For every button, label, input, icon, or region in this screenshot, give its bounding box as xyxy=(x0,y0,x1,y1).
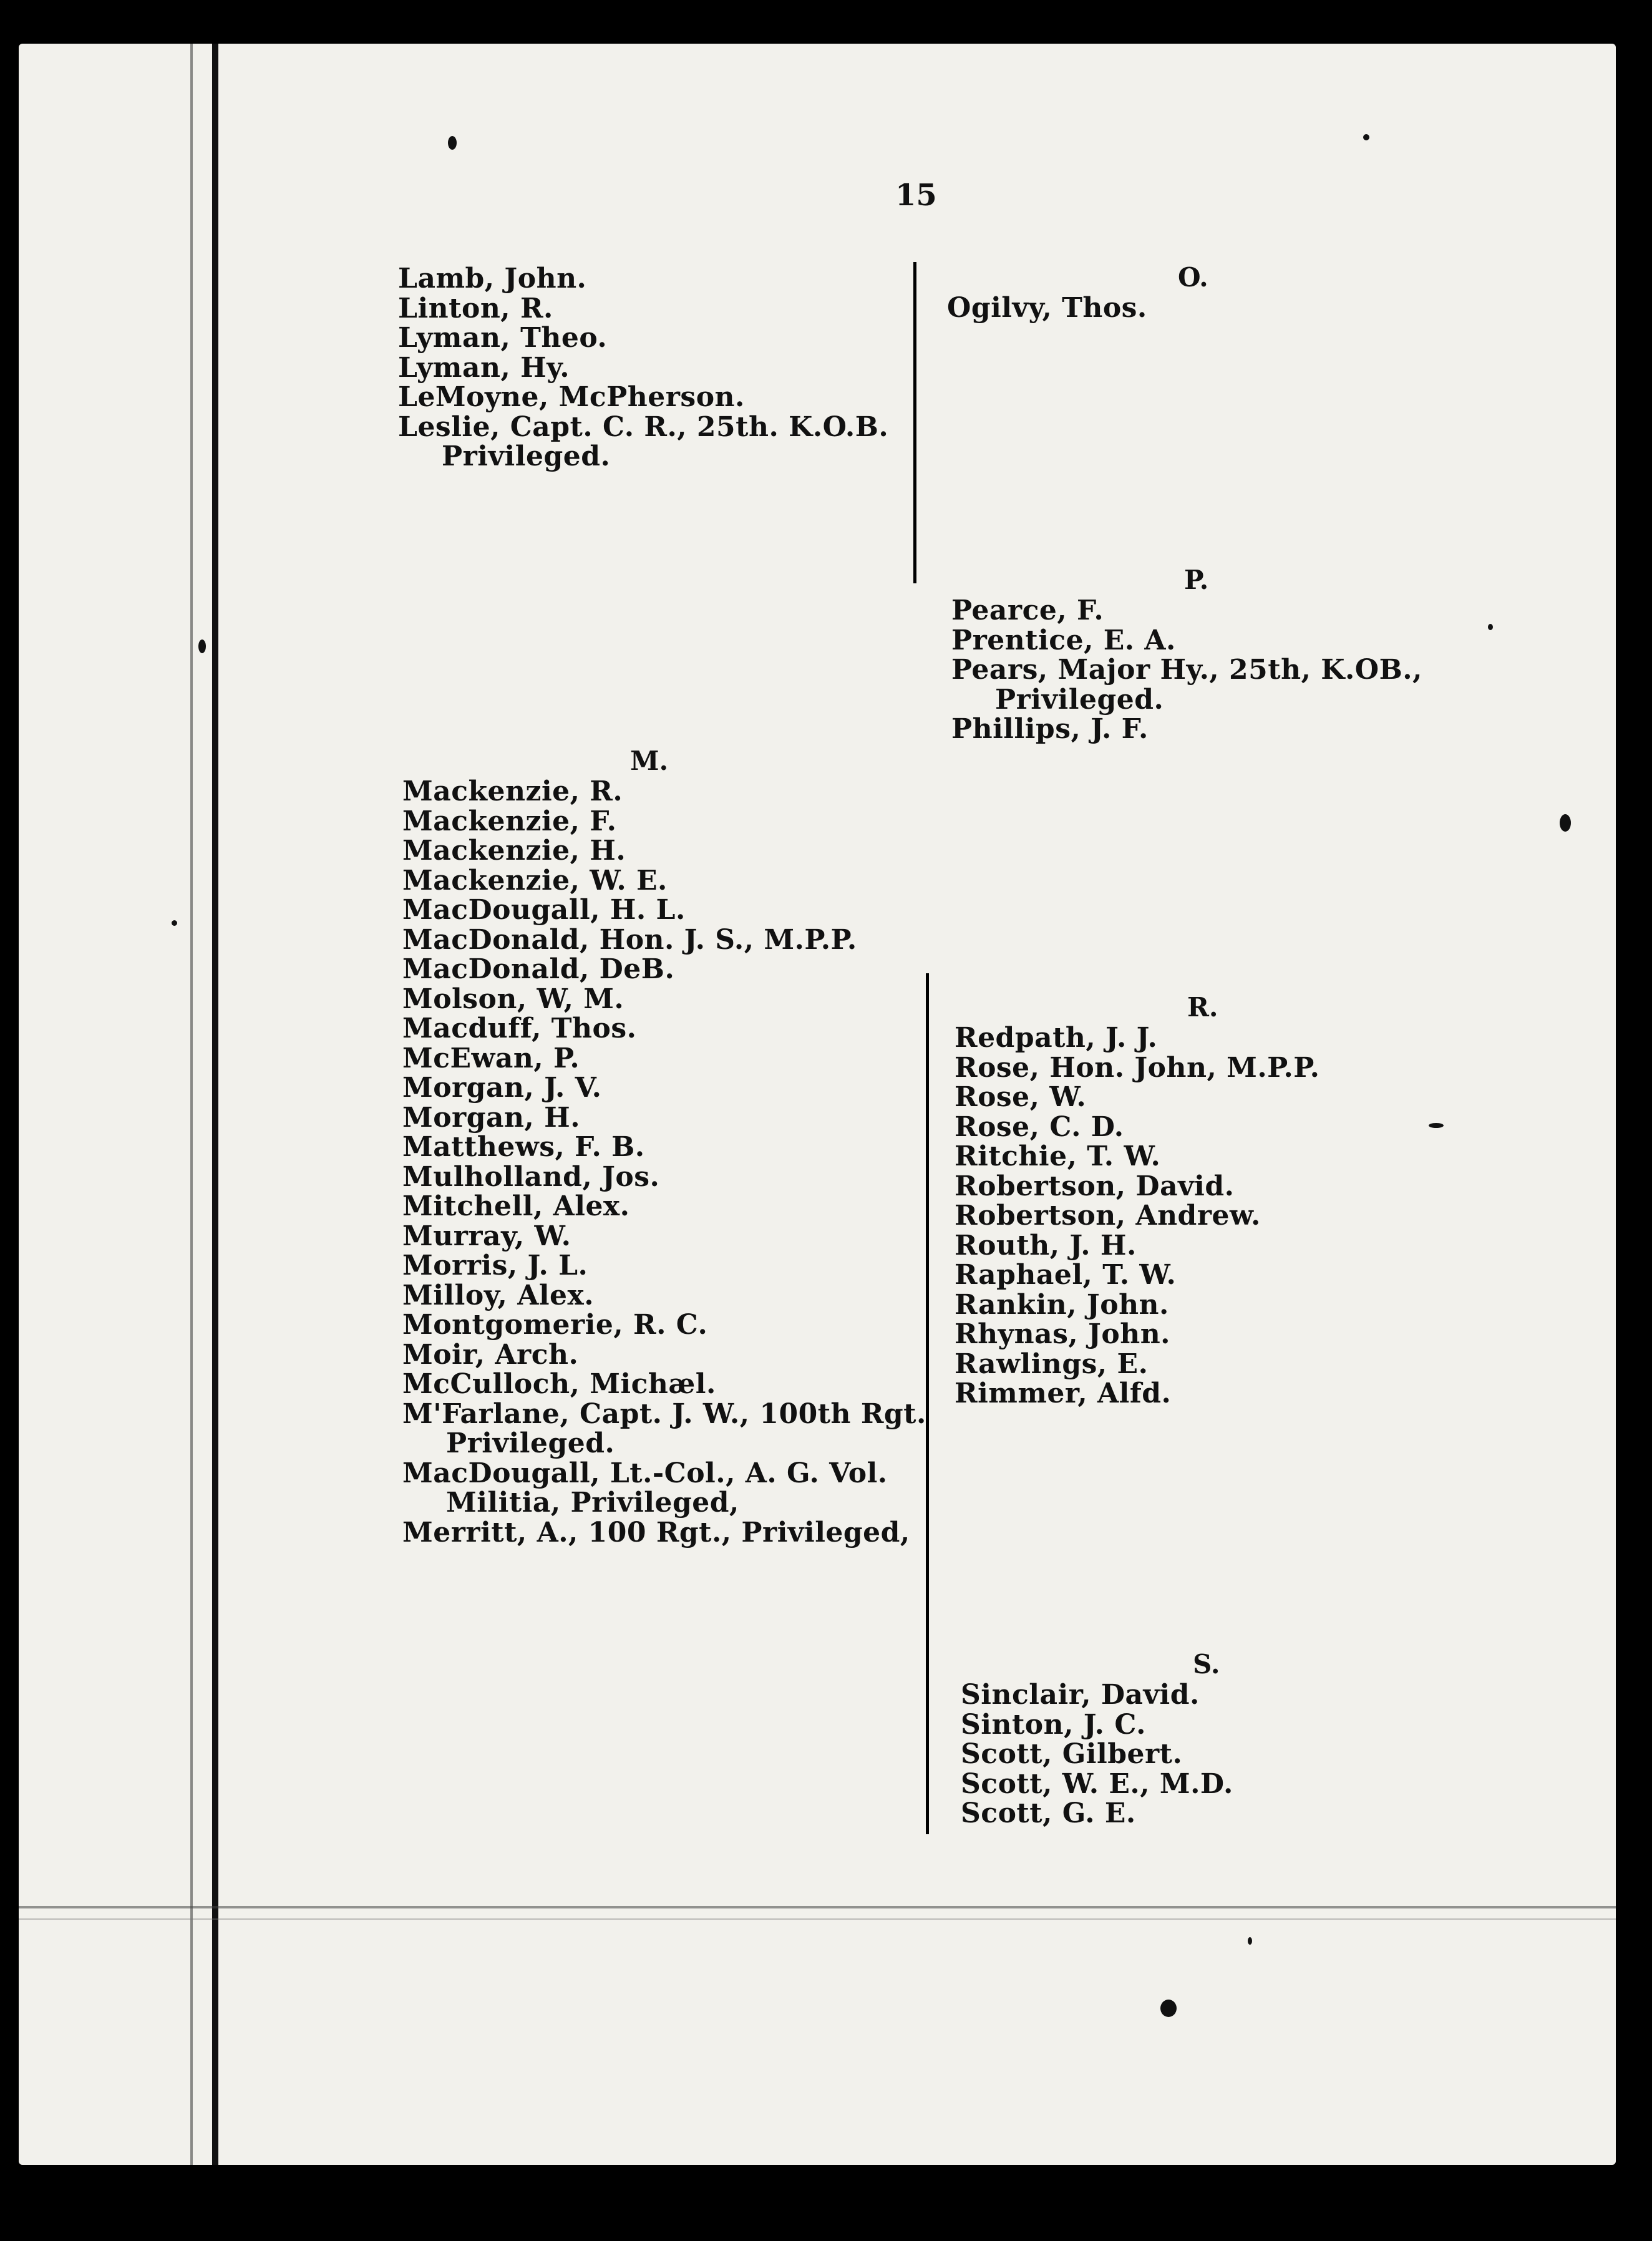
list-item: Montgomerie, R. C. xyxy=(402,1309,708,1341)
list-item: Mackenzie, H. xyxy=(402,835,626,867)
r-section-list xyxy=(955,1023,1319,1409)
list-item: Scott, G. E. xyxy=(961,1797,1136,1829)
list-item: Privileged. xyxy=(446,1427,615,1459)
s-section-list xyxy=(961,1680,1233,1829)
list-item: MacDonald, DeB. xyxy=(402,953,675,985)
scan-speck xyxy=(1160,2000,1177,2017)
column-divider-upper xyxy=(913,262,916,583)
list-item: Milloy, Alex. xyxy=(402,1279,595,1311)
scan-speck xyxy=(1248,1937,1252,1945)
list-item: Rhynas, John. xyxy=(955,1318,1170,1350)
m-section-list xyxy=(402,777,926,1547)
list-item: Redpath, J. J. xyxy=(955,1022,1158,1054)
list-item: Molson, W, M. xyxy=(402,983,624,1015)
list-item: Murray, W. xyxy=(402,1220,571,1252)
l-section-list xyxy=(398,264,888,472)
list-item: Mackenzie, R. xyxy=(402,775,623,807)
list-item: Prentice, E. A. xyxy=(951,624,1176,656)
list-item: Moir, Arch. xyxy=(402,1338,579,1371)
list-item: Mackenzie, F. xyxy=(402,805,617,837)
bottom-scan-border xyxy=(19,2165,1616,2241)
list-item: McCulloch, Michæl. xyxy=(402,1368,716,1400)
list-item: Robertson, Andrew. xyxy=(955,1200,1261,1232)
list-item: Ritchie, T. W. xyxy=(955,1140,1161,1172)
list-item: Pearce, F. xyxy=(951,595,1104,626)
section-heading-s: S. xyxy=(1193,1649,1220,1680)
list-item: Macduff, Thos. xyxy=(402,1013,637,1044)
list-item: Pears, Major Hy., 25th, K.OB., xyxy=(951,654,1422,686)
section-heading-o: O. xyxy=(1178,262,1208,293)
list-item: Mitchell, Alex. xyxy=(402,1190,630,1222)
list-item: Privileged. xyxy=(442,440,611,472)
list-item: Lyman, Hy. xyxy=(398,351,570,384)
scan-speck xyxy=(1363,134,1369,140)
list-item: Phillips, J. F. xyxy=(951,713,1149,745)
page-number: 15 xyxy=(895,178,937,213)
list-item: Sinton, J. C. xyxy=(961,1708,1146,1741)
scan-speck xyxy=(448,136,457,150)
list-item: Rimmer, Alfd. xyxy=(955,1378,1172,1409)
list-item: Robertson, David. xyxy=(955,1170,1235,1202)
list-item: Rose, Hon. John, M.P.P. xyxy=(955,1051,1320,1084)
list-item: Routh, J. H. xyxy=(955,1229,1137,1261)
scan-speck xyxy=(172,920,177,926)
scan-speck xyxy=(1488,624,1493,630)
list-item: Morris, J. L. xyxy=(402,1250,588,1281)
section-heading-r: R. xyxy=(1187,992,1218,1023)
bottom-fold-line-faint xyxy=(19,1918,1616,1920)
bottom-fold-line xyxy=(19,1906,1616,1908)
list-item: LeMoyne, McPherson. xyxy=(398,381,745,413)
list-item: Raphael, T. W. xyxy=(955,1259,1177,1291)
list-item: Rankin, John. xyxy=(955,1288,1169,1321)
list-item: Linton, R. xyxy=(398,292,553,324)
list-item: Mulholland, Jos. xyxy=(402,1160,660,1193)
list-item: Rose, C. D. xyxy=(955,1111,1124,1143)
list-item: MacDonald, Hon. J. S., M.P.P. xyxy=(402,923,857,956)
list-item: Matthews, F. B. xyxy=(402,1131,645,1163)
scan-speck xyxy=(1429,1123,1444,1128)
scan-speck xyxy=(198,639,206,653)
list-item: Militia, Privileged, xyxy=(446,1487,739,1519)
list-item: Merritt, A., 100 Rgt., Privileged, xyxy=(402,1516,910,1548)
list-item: Lyman, Theo. xyxy=(398,322,608,354)
list-item: Mackenzie, W. E. xyxy=(402,864,668,897)
list-item: McEwan, P. xyxy=(402,1042,580,1074)
list-item: Morgan, H. xyxy=(402,1101,581,1134)
left-margin-shadow xyxy=(190,44,193,2165)
list-item: Ogilvy, Thos. xyxy=(947,292,1147,324)
scan-speck xyxy=(1560,814,1571,832)
o-section-list xyxy=(947,293,1147,323)
list-item: M'Farlane, Capt. J. W., 100th Rgt. xyxy=(402,1398,926,1430)
list-item: Morgan, J. V. xyxy=(402,1072,602,1104)
section-heading-m: M. xyxy=(630,746,669,776)
list-item: Rawlings, E. xyxy=(955,1348,1149,1380)
list-item: Lamb, John. xyxy=(398,263,587,294)
section-heading-p: P. xyxy=(1184,565,1209,595)
list-item: Sinclair, David. xyxy=(961,1679,1200,1711)
list-item: Privileged. xyxy=(995,683,1164,716)
p-section-list xyxy=(951,596,1422,744)
left-margin-rule xyxy=(212,44,218,2165)
list-item: Scott, W. E., M.D. xyxy=(961,1767,1233,1800)
list-item: Rose, W. xyxy=(955,1081,1087,1113)
list-item: Scott, Gilbert. xyxy=(961,1738,1183,1770)
list-item: Leslie, Capt. C. R., 25th. K.O.B. xyxy=(398,411,889,443)
list-item: MacDougall, Lt.-Col., A. G. Vol. xyxy=(402,1457,888,1489)
list-item: MacDougall, H. L. xyxy=(402,894,686,926)
